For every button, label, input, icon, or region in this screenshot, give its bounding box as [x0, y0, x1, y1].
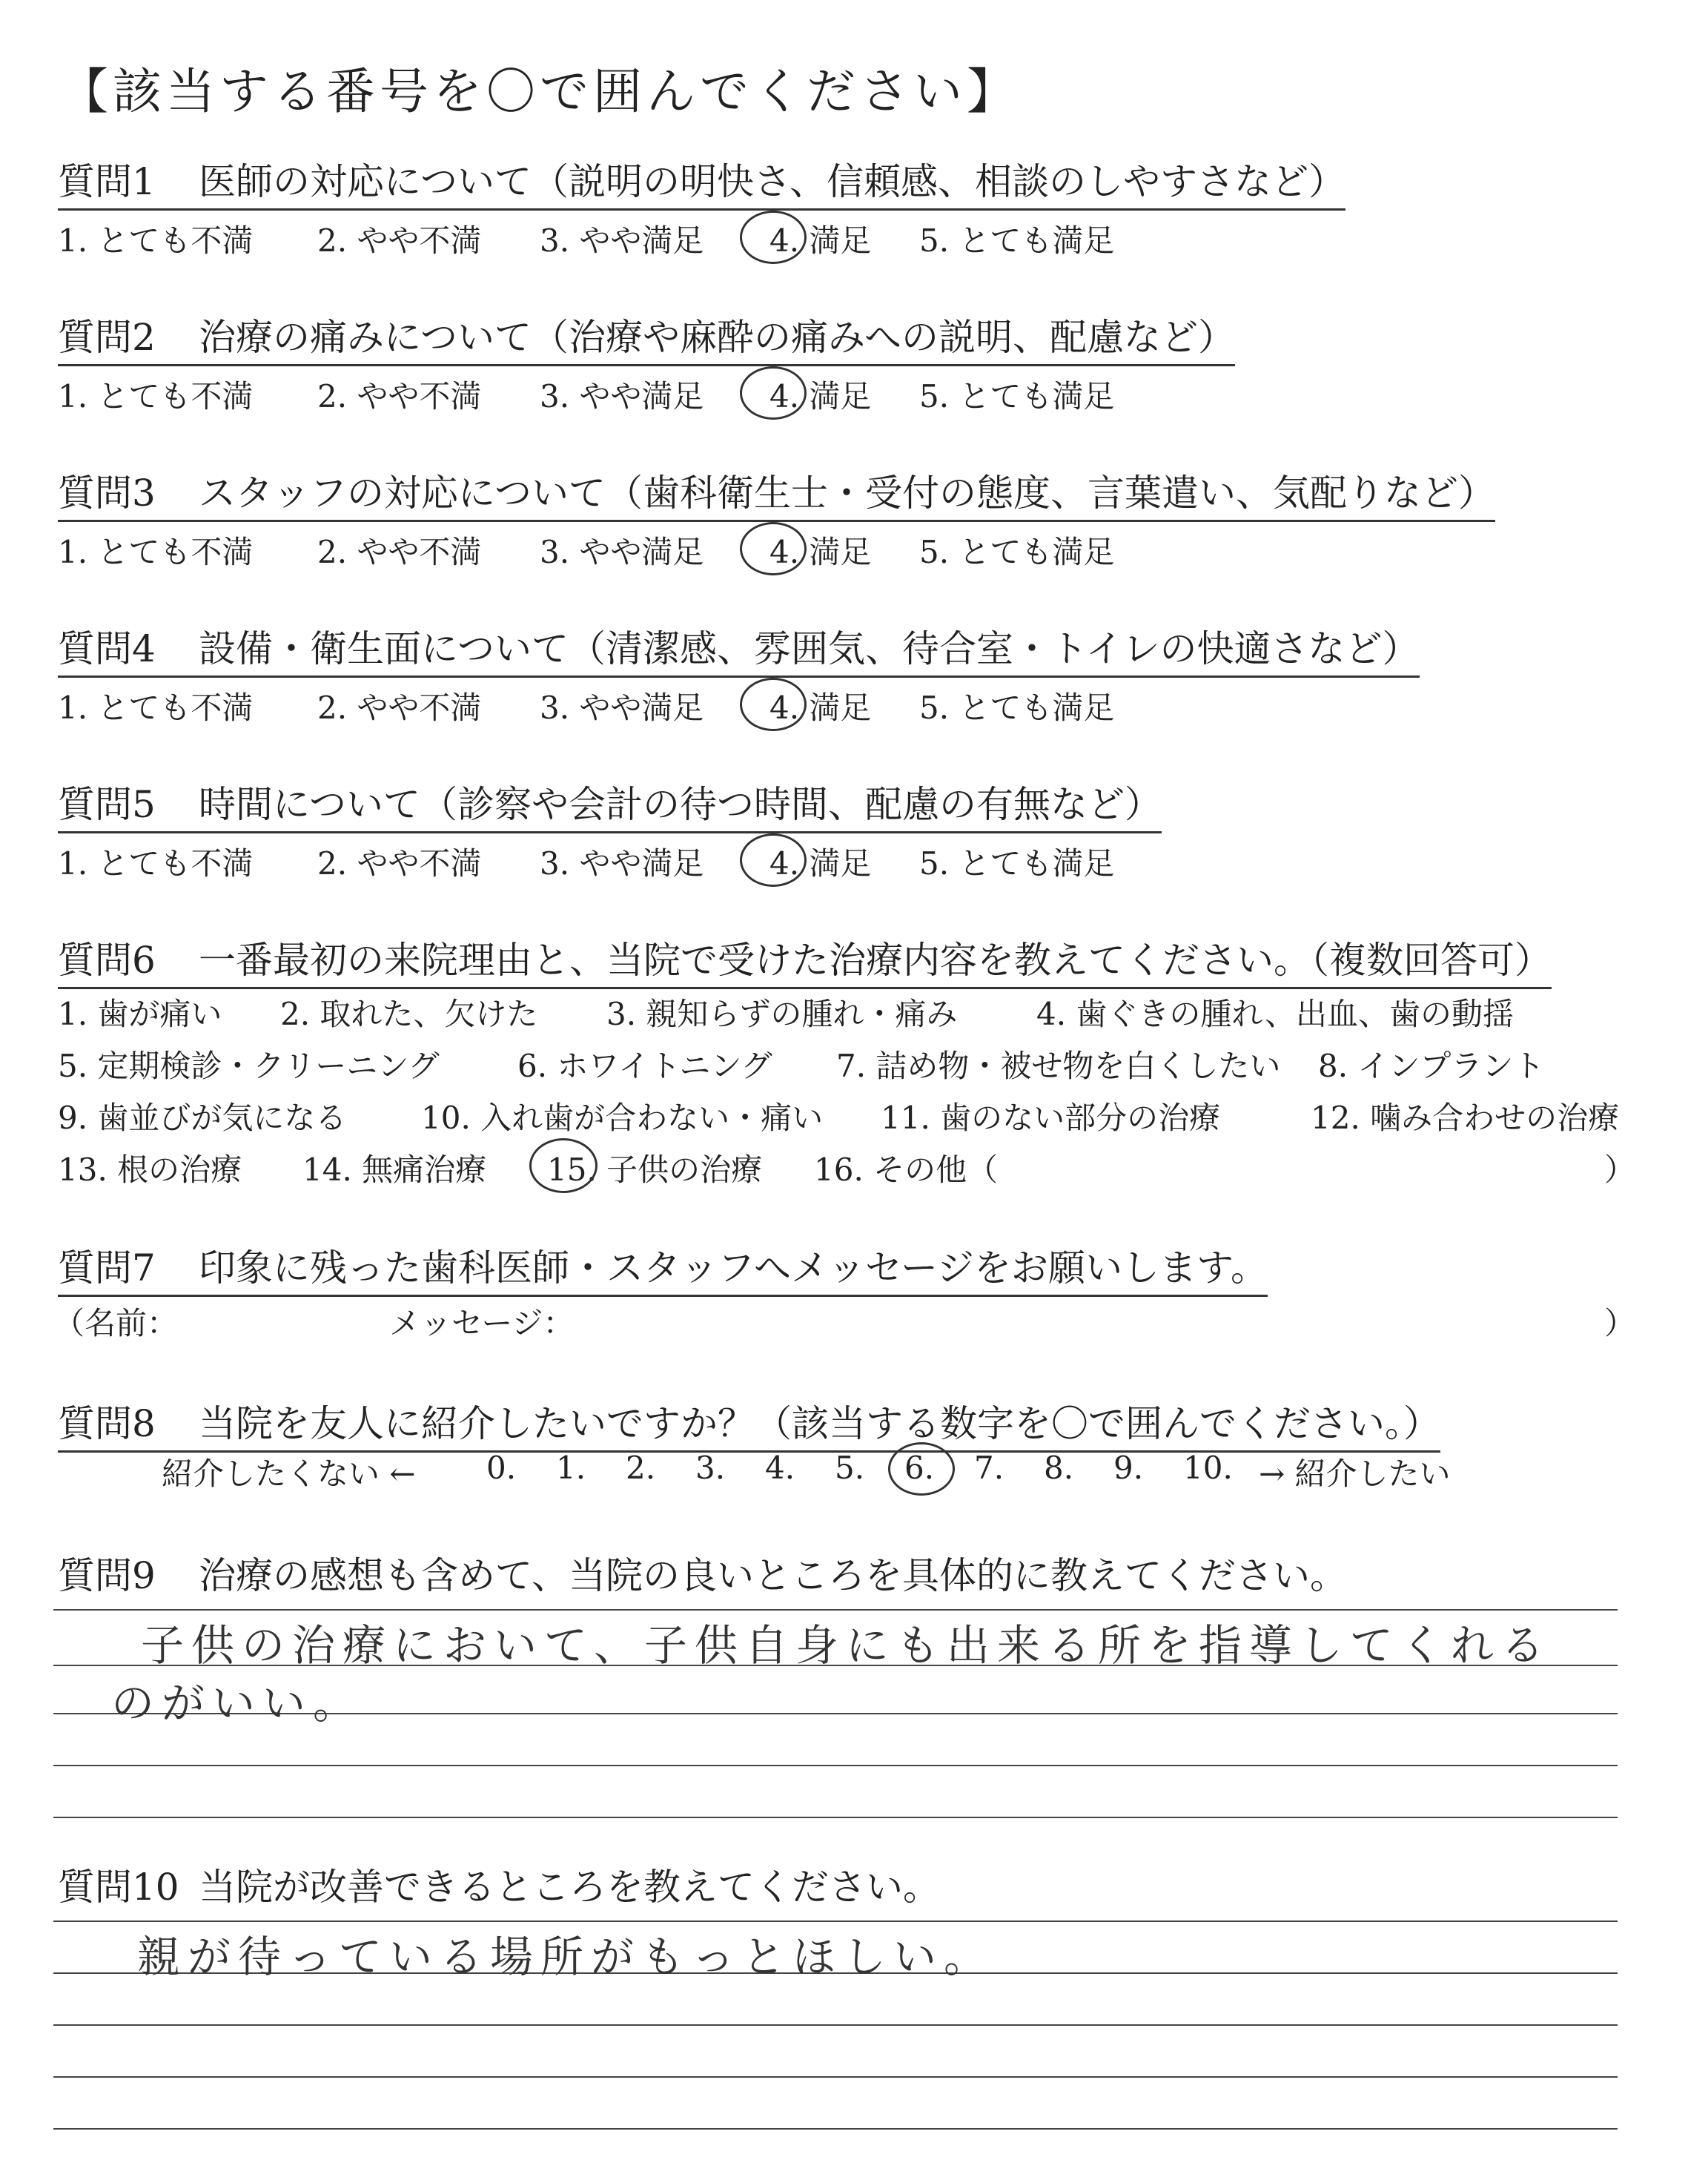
question-text: 当院を友人に紹介したいですか？（該当する数字を〇で囲んでください。）: [199, 1402, 1440, 1445]
question-text: 治療の感想も含めて、当院の良いところを具体的に教えてください。: [199, 1554, 1347, 1597]
question-2: [58, 308, 1235, 417]
option-3[interactable]: 3. やや満足: [540, 845, 704, 882]
option-3[interactable]: 3. やや満足: [540, 378, 704, 415]
question-5: [58, 775, 1162, 884]
q6-option-8[interactable]: 8. インプラント: [1318, 1048, 1545, 1084]
question-number: 質問3: [58, 472, 156, 515]
option-2[interactable]: 2. やや不満: [317, 845, 482, 882]
survey-heading: 【該当する番号を〇で囲んでください】: [59, 63, 1020, 120]
option-5[interactable]: 5. とても満足: [919, 534, 1115, 570]
question-text: 設備・衛生面について（清潔感、雰囲気、待合室・トイレの快適さなど）: [199, 627, 1420, 670]
answer-line: [53, 1765, 1618, 1766]
q6-option-11[interactable]: 11. 歯のない部分の治療: [881, 1100, 1221, 1136]
q6-option-9[interactable]: 9. 歯並びが気になる: [58, 1100, 347, 1136]
q6-options-row-2: [58, 1042, 1644, 1086]
question-8: [58, 1394, 1440, 1453]
q6-options-row-4: [58, 1146, 1644, 1190]
q6-options-row-1: [58, 990, 1644, 1034]
handwritten-answer-q10: 親が待っている場所がもっとほしい。: [137, 1932, 995, 1982]
option-5[interactable]: 5. とても満足: [919, 845, 1115, 882]
selection-circle: [740, 366, 807, 420]
option-2[interactable]: 2. やや不満: [317, 534, 482, 570]
question-text: 一番最初の来院理由と、当院で受けた治療内容を教えてください。（複数回答可）: [199, 939, 1552, 982]
question-10: [58, 1857, 940, 1914]
option-4[interactable]: 4. 満足: [769, 845, 872, 882]
option-3[interactable]: 3. やや満足: [540, 534, 704, 570]
name-label: （名前：: [53, 1305, 179, 1341]
q6-option-13[interactable]: 13. 根の治療: [58, 1152, 242, 1188]
q6-option-16[interactable]: 16. その他（: [814, 1152, 999, 1188]
question-3: [58, 463, 1495, 572]
option-4[interactable]: 4. 満足: [769, 222, 872, 259]
option-1[interactable]: 1. とても不満: [58, 690, 254, 726]
selection-circle: [740, 211, 807, 264]
option-1[interactable]: 1. とても不満: [58, 378, 254, 415]
question-1: [58, 152, 1345, 261]
answer-line: [53, 2128, 1618, 2130]
option-1[interactable]: 1. とても不満: [58, 222, 254, 259]
answer-line: [53, 2024, 1618, 2026]
score-9[interactable]: 9.: [1113, 1450, 1144, 1486]
question-number: 質問8: [58, 1402, 156, 1445]
option-5[interactable]: 5. とても満足: [919, 378, 1115, 415]
selection-circle: [740, 678, 807, 731]
selection-circle: [529, 1138, 598, 1193]
q6-option-3[interactable]: 3. 親知らずの腫れ・痛み: [606, 996, 958, 1032]
question-number: 質問7: [58, 1246, 156, 1289]
score-2[interactable]: 2.: [626, 1450, 656, 1486]
question-text: 医師の対応について（説明の明快さ、信頼感、相談のしやすさなど）: [199, 160, 1345, 203]
option-2[interactable]: 2. やや不満: [317, 690, 482, 726]
question-number: 質問5: [58, 783, 156, 826]
score-10[interactable]: 10.: [1183, 1450, 1233, 1486]
q6-option-12[interactable]: 12. 噛み合わせの治療: [1311, 1100, 1620, 1136]
answer-scale: [58, 528, 1495, 572]
option-4[interactable]: 4. 満足: [769, 534, 872, 570]
q6-option-6[interactable]: 6. ホワイトニング: [517, 1048, 772, 1084]
handwritten-answer-q9-line2: のがいい。: [111, 1678, 364, 1728]
score-8[interactable]: 8.: [1044, 1450, 1074, 1486]
score-4[interactable]: 4.: [765, 1450, 795, 1486]
question-text: 治療の痛みについて（治療や麻酔の痛みへの説明、配慮など）: [199, 316, 1235, 359]
option-4[interactable]: 4. 満足: [769, 690, 872, 726]
q6-option-4[interactable]: 4. 歯ぐきの腫れ、出血、歯の動揺: [1036, 996, 1514, 1032]
answer-scale: [58, 217, 1345, 261]
option-3[interactable]: 3. やや満足: [540, 222, 704, 259]
q6-other-close: ）: [1604, 1152, 1636, 1188]
option-1[interactable]: 1. とても不満: [58, 534, 254, 570]
q6-options-row-3: [58, 1094, 1644, 1138]
scale-right-label: → 紹介したい: [1259, 1456, 1451, 1492]
question-text: スタッフの対応について（歯科衛生士・受付の態度、言葉遣い、気配りなど）: [199, 472, 1495, 515]
scale-left-label: 紹介したくない ←: [162, 1456, 416, 1492]
message-label: メッセージ：: [389, 1305, 575, 1341]
option-1[interactable]: 1. とても不満: [58, 845, 254, 882]
option-5[interactable]: 5. とても満足: [919, 222, 1115, 259]
question-number: 質問6: [58, 939, 156, 982]
option-4[interactable]: 4. 満足: [769, 378, 872, 415]
q6-option-1[interactable]: 1. 歯が痛い: [58, 996, 222, 1032]
answer-scale: [58, 839, 1162, 884]
question-text: 時間について（診察や会計の待つ時間、配慮の有無など）: [199, 783, 1162, 826]
selection-circle: [888, 1442, 955, 1496]
selection-circle: [740, 522, 807, 575]
option-5[interactable]: 5. とても満足: [919, 690, 1115, 726]
q6-option-15[interactable]: 15. 子供の治療: [547, 1152, 763, 1188]
question-text: 当院が改善できるところを教えてください。: [199, 1866, 940, 1909]
answer-scale: [58, 684, 1420, 728]
question-6: [58, 931, 1552, 989]
question-number: 質問10: [58, 1866, 179, 1909]
score-1[interactable]: 1.: [556, 1450, 586, 1486]
answer-line: [53, 2076, 1618, 2078]
q6-option-7[interactable]: 7. 詰め物・被せ物を白くしたい: [836, 1048, 1281, 1084]
q6-option-5[interactable]: 5. 定期検診・クリーニング: [58, 1048, 440, 1084]
score-3[interactable]: 3.: [695, 1450, 726, 1486]
answer-line: [53, 1817, 1618, 1818]
question-7: [58, 1238, 1268, 1297]
recommend-scale: [58, 1450, 1637, 1494]
question-4: [58, 619, 1420, 728]
option-2[interactable]: 2. やや不満: [317, 378, 482, 415]
q6-option-10[interactable]: 10. 入れ歯が合わない・痛い: [421, 1100, 824, 1136]
question-9: [58, 1546, 1347, 1602]
handwritten-answer-q9-line1: 子供の治療において、子供自身にも出来る所を指導してくれる: [141, 1620, 1552, 1671]
answer-scale: [58, 372, 1235, 417]
option-3[interactable]: 3. やや満足: [540, 690, 704, 726]
message-close: ）: [1604, 1305, 1636, 1341]
question-number: 質問4: [58, 627, 156, 670]
question-number: 質問2: [58, 316, 156, 359]
score-7[interactable]: 7.: [974, 1450, 1004, 1486]
question-text: 印象に残った歯科医師・スタッフへメッセージをお願いします。: [199, 1246, 1268, 1289]
selection-circle: [740, 833, 807, 887]
score-0[interactable]: 0.: [486, 1450, 517, 1486]
q6-option-14[interactable]: 14. 無痛治療: [302, 1152, 487, 1188]
q6-option-2[interactable]: 2. 取れた、欠けた: [280, 996, 538, 1032]
option-2[interactable]: 2. やや不満: [317, 222, 482, 259]
question-number: 質問9: [58, 1554, 156, 1597]
score-5[interactable]: 5.: [835, 1450, 865, 1486]
score-6[interactable]: 6.: [904, 1450, 935, 1486]
question-number: 質問1: [58, 160, 156, 203]
